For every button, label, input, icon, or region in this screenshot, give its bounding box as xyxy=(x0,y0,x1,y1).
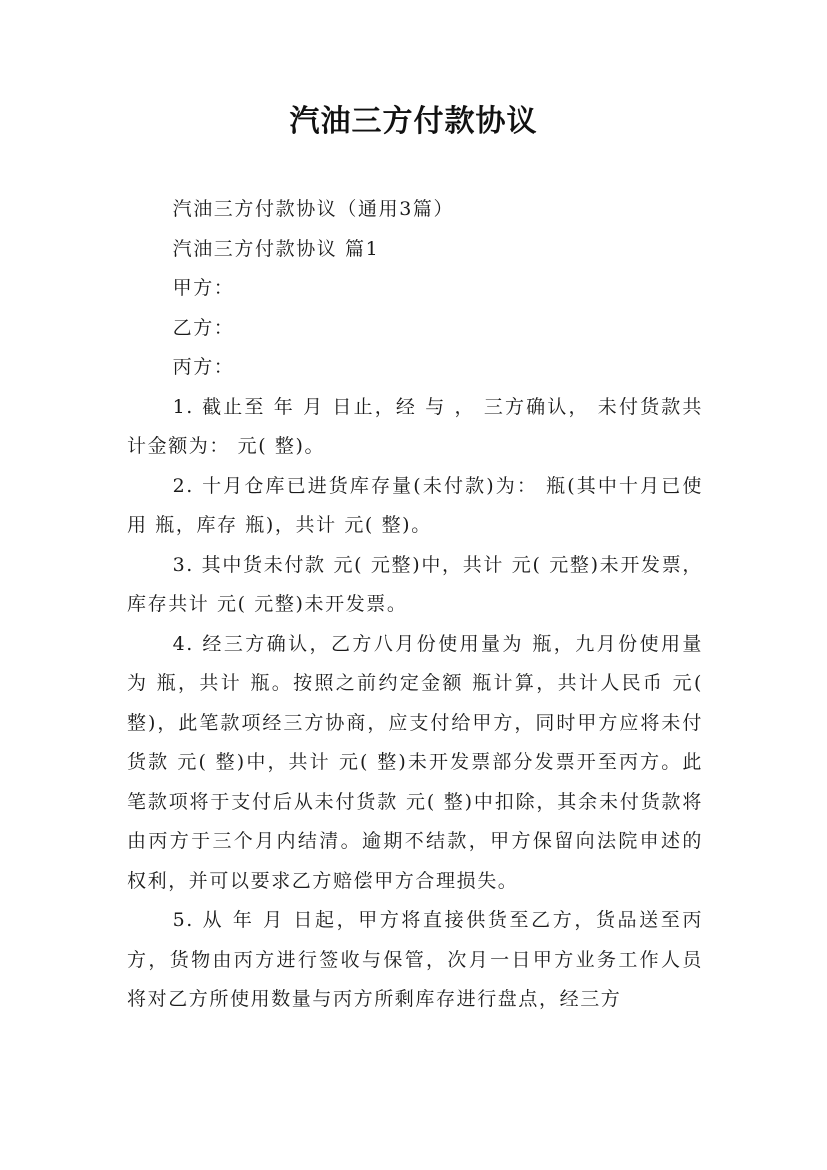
paragraph-party-c: 丙方： xyxy=(172,356,235,378)
document-title: 汽油三方付款协议 xyxy=(289,104,538,139)
paragraph-clause-3: 3. 其中货未付款 元( 元整)中，共计 元( 元整)未开发票，库存共计 元( 元整)未开发票。 xyxy=(127,553,703,615)
paragraph-clause-2: 2. 十月仓库已进货库存量(未付款)为： 瓶(其中十月已使用 瓶，库存 瓶)，共计 元( 整)。 xyxy=(127,474,703,536)
paragraph-party-b: 乙方： xyxy=(172,316,235,339)
paragraph-section-heading: 汽油三方付款协议 篇1 xyxy=(172,237,380,260)
paragraph-subtitle: 汽油三方付款协议（通用3篇） xyxy=(172,198,455,220)
paragraph-clause-5: 5. 从 年 月 日起，甲方将直接供货至乙方，货品送至丙方，货物由丙方进行签收与保管，次月一日甲方业务工作人员将对乙方所使用数量与丙方所剩库存进行盘点，经三方 xyxy=(127,909,703,1010)
paragraph-clause-4: 4. 经三方确认，乙方八月份使用量为 瓶，九月份使用量为 瓶，共计 瓶。按照之前约定金额 瓶计算，共计人民币 元( 整)，此笔款项经三方协商，应支付给甲方，同时甲方应将未付货款 元( 整)中，共计 元( 整)未开发票部分发票开至丙方。此笔款项将于支付后从未付货款 元( 整)中扣除，其余未付货款将由丙方于三个月内结清。逾期不结款，甲方保留向法院申述的权利，并可以要求乙方赔偿甲方合理损失。 xyxy=(127,632,703,892)
paragraph-party-a: 甲方： xyxy=(172,277,235,299)
document-body xyxy=(127,190,703,1020)
paragraph-clause-1: 1. 截止至 年 月 日止，经 与 ， 三方确认， 未付货款共计金额为： 元( 整)。 xyxy=(127,395,703,457)
